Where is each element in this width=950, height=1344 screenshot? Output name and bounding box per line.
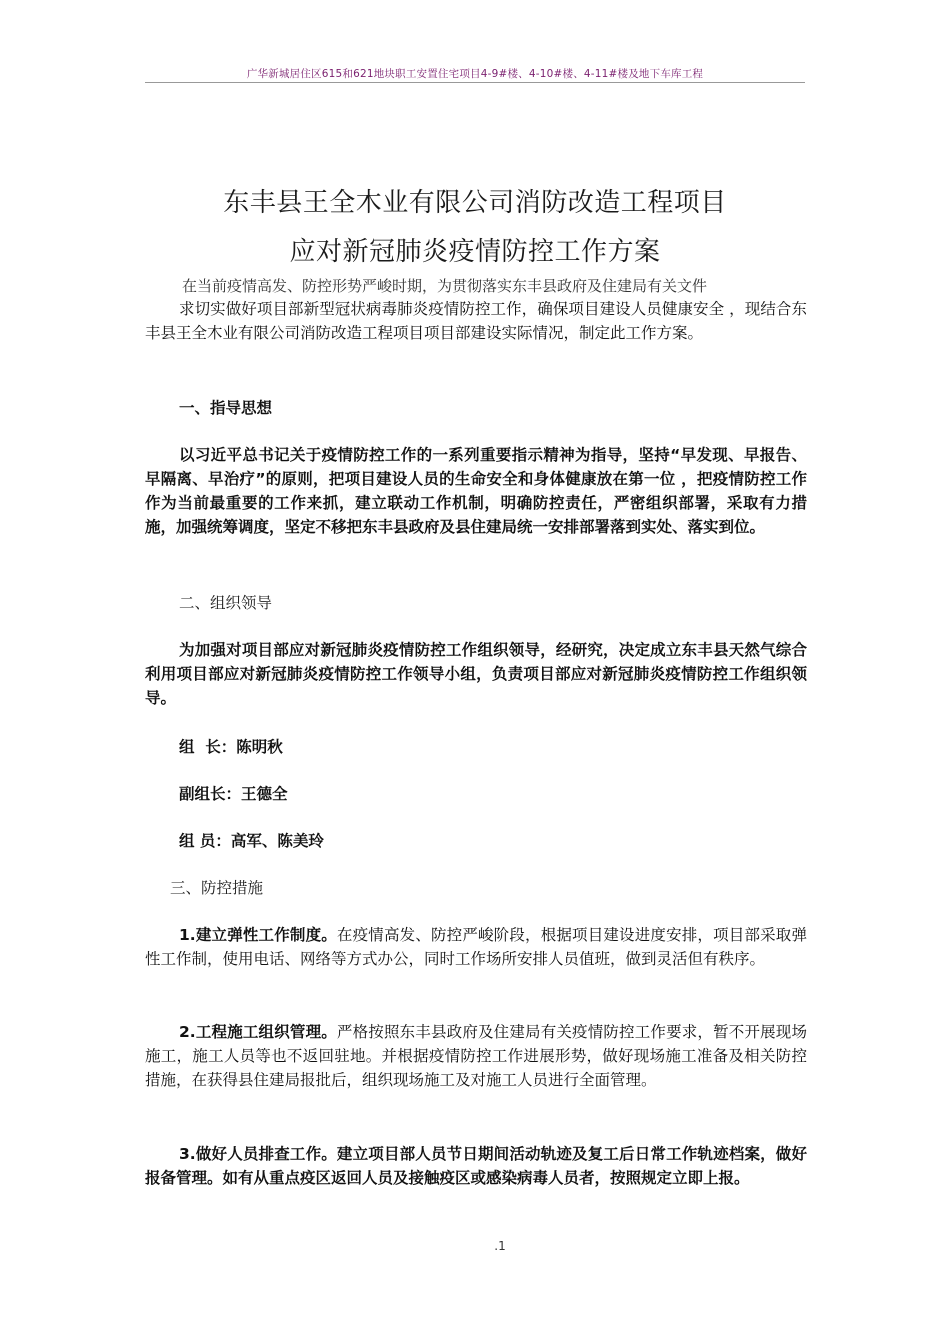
running-header: 广华新城居住区615和621地块职工安置住宅项目4-9#楼、4-10#楼、4-11#楼及地下车库工程 — [246, 68, 704, 80]
document-title-line-1: 东丰县王全木业有限公司消防改造工程项目 — [223, 188, 727, 218]
section-1-body: 以习近平总书记关于疫情防控工作的一系列重要指示精神为指导，坚持“早发现、早报告、早隔离、早治疗”的原则，把项目建设人员的生命安全和身体健康放在第一位 ，把疫情防控工作作为当前最重要的工作来抓，建立联动工作机制，明确防控责任，严密组织部署，采取有力措施，加强统筹调度，坚定不移把东丰县政府及县住建局统一安排部署落到实处、落实到位。 — [145, 446, 807, 536]
team-leader: 组 长：陈明秋 — [179, 738, 283, 756]
section-1-heading: 一、指导思想 — [179, 399, 273, 417]
measure-item-2 — [145, 1020, 807, 1092]
measure-item-2-text: 严格按照东丰县政府及住建局有关疫情防控工作要求，暂不开展现场施工，施工人员等也不返回驻地。并根据疫情防控工作进展形势，做好现场施工准备及相关防控措施，在获得县住建局报批后，组织现场施工及对施工人员进行全面管理。 — [145, 1023, 807, 1089]
team-members: 组 员：高军、陈美玲 — [179, 832, 324, 850]
section-3-heading: 三、防控措施 — [170, 879, 264, 897]
measure-item-2-lead: 2.工程施工组织管理。 — [179, 1023, 337, 1041]
section-2-heading: 二、组织领导 — [179, 594, 273, 612]
measure-item-1 — [145, 923, 807, 971]
measure-item-3 — [145, 1142, 807, 1190]
measure-item-3-text: 建立项目部人员节日期间活动轨迹及复工后日常工作轨迹档案，做好报备管理。如有从重点疫区返回人员及接触疫区或感染病毒人员者，按照规定立即上报。 — [145, 1145, 807, 1187]
header-divider — [145, 82, 805, 83]
intro-first-line: 在当前疫情高发、防控形势严峻时期，为贯彻落实东丰县政府及住建局有关文件 — [182, 277, 708, 295]
intro-paragraph: 求切实做好项目部新型冠状病毒肺炎疫情防控工作，确保项目建设人员健康安全 ，现结合东丰县王全木业有限公司消防改造工程项目项目部建设实际情况，制定此工作方案。 — [145, 300, 807, 342]
page-number: .1 — [494, 1239, 506, 1253]
team-deputy-leader: 副组长：王德全 — [179, 785, 288, 803]
measure-item-3-lead: 3.做好人员排查工作。 — [179, 1145, 337, 1163]
document-title-line-2: 应对新冠肺炎疫情防控工作方案 — [289, 237, 661, 267]
measure-item-1-text: 在疫情高发、防控严峻阶段，根据项目建设进度安排，项目部采取弹性工作制，使用电话、网络等方式办公，同时工作场所安排人员值班，做到灵活但有秩序。 — [145, 926, 807, 968]
measure-item-1-lead: 1.建立弹性工作制度。 — [179, 926, 337, 944]
section-2-body: 为加强对项目部应对新冠肺炎疫情防控工作组织领导，经研究，决定成立东丰县天然气综合利用项目部应对新冠肺炎疫情防控工作领导小组，负责项目部应对新冠肺炎疫情防控工作组织领导。 — [145, 641, 807, 707]
